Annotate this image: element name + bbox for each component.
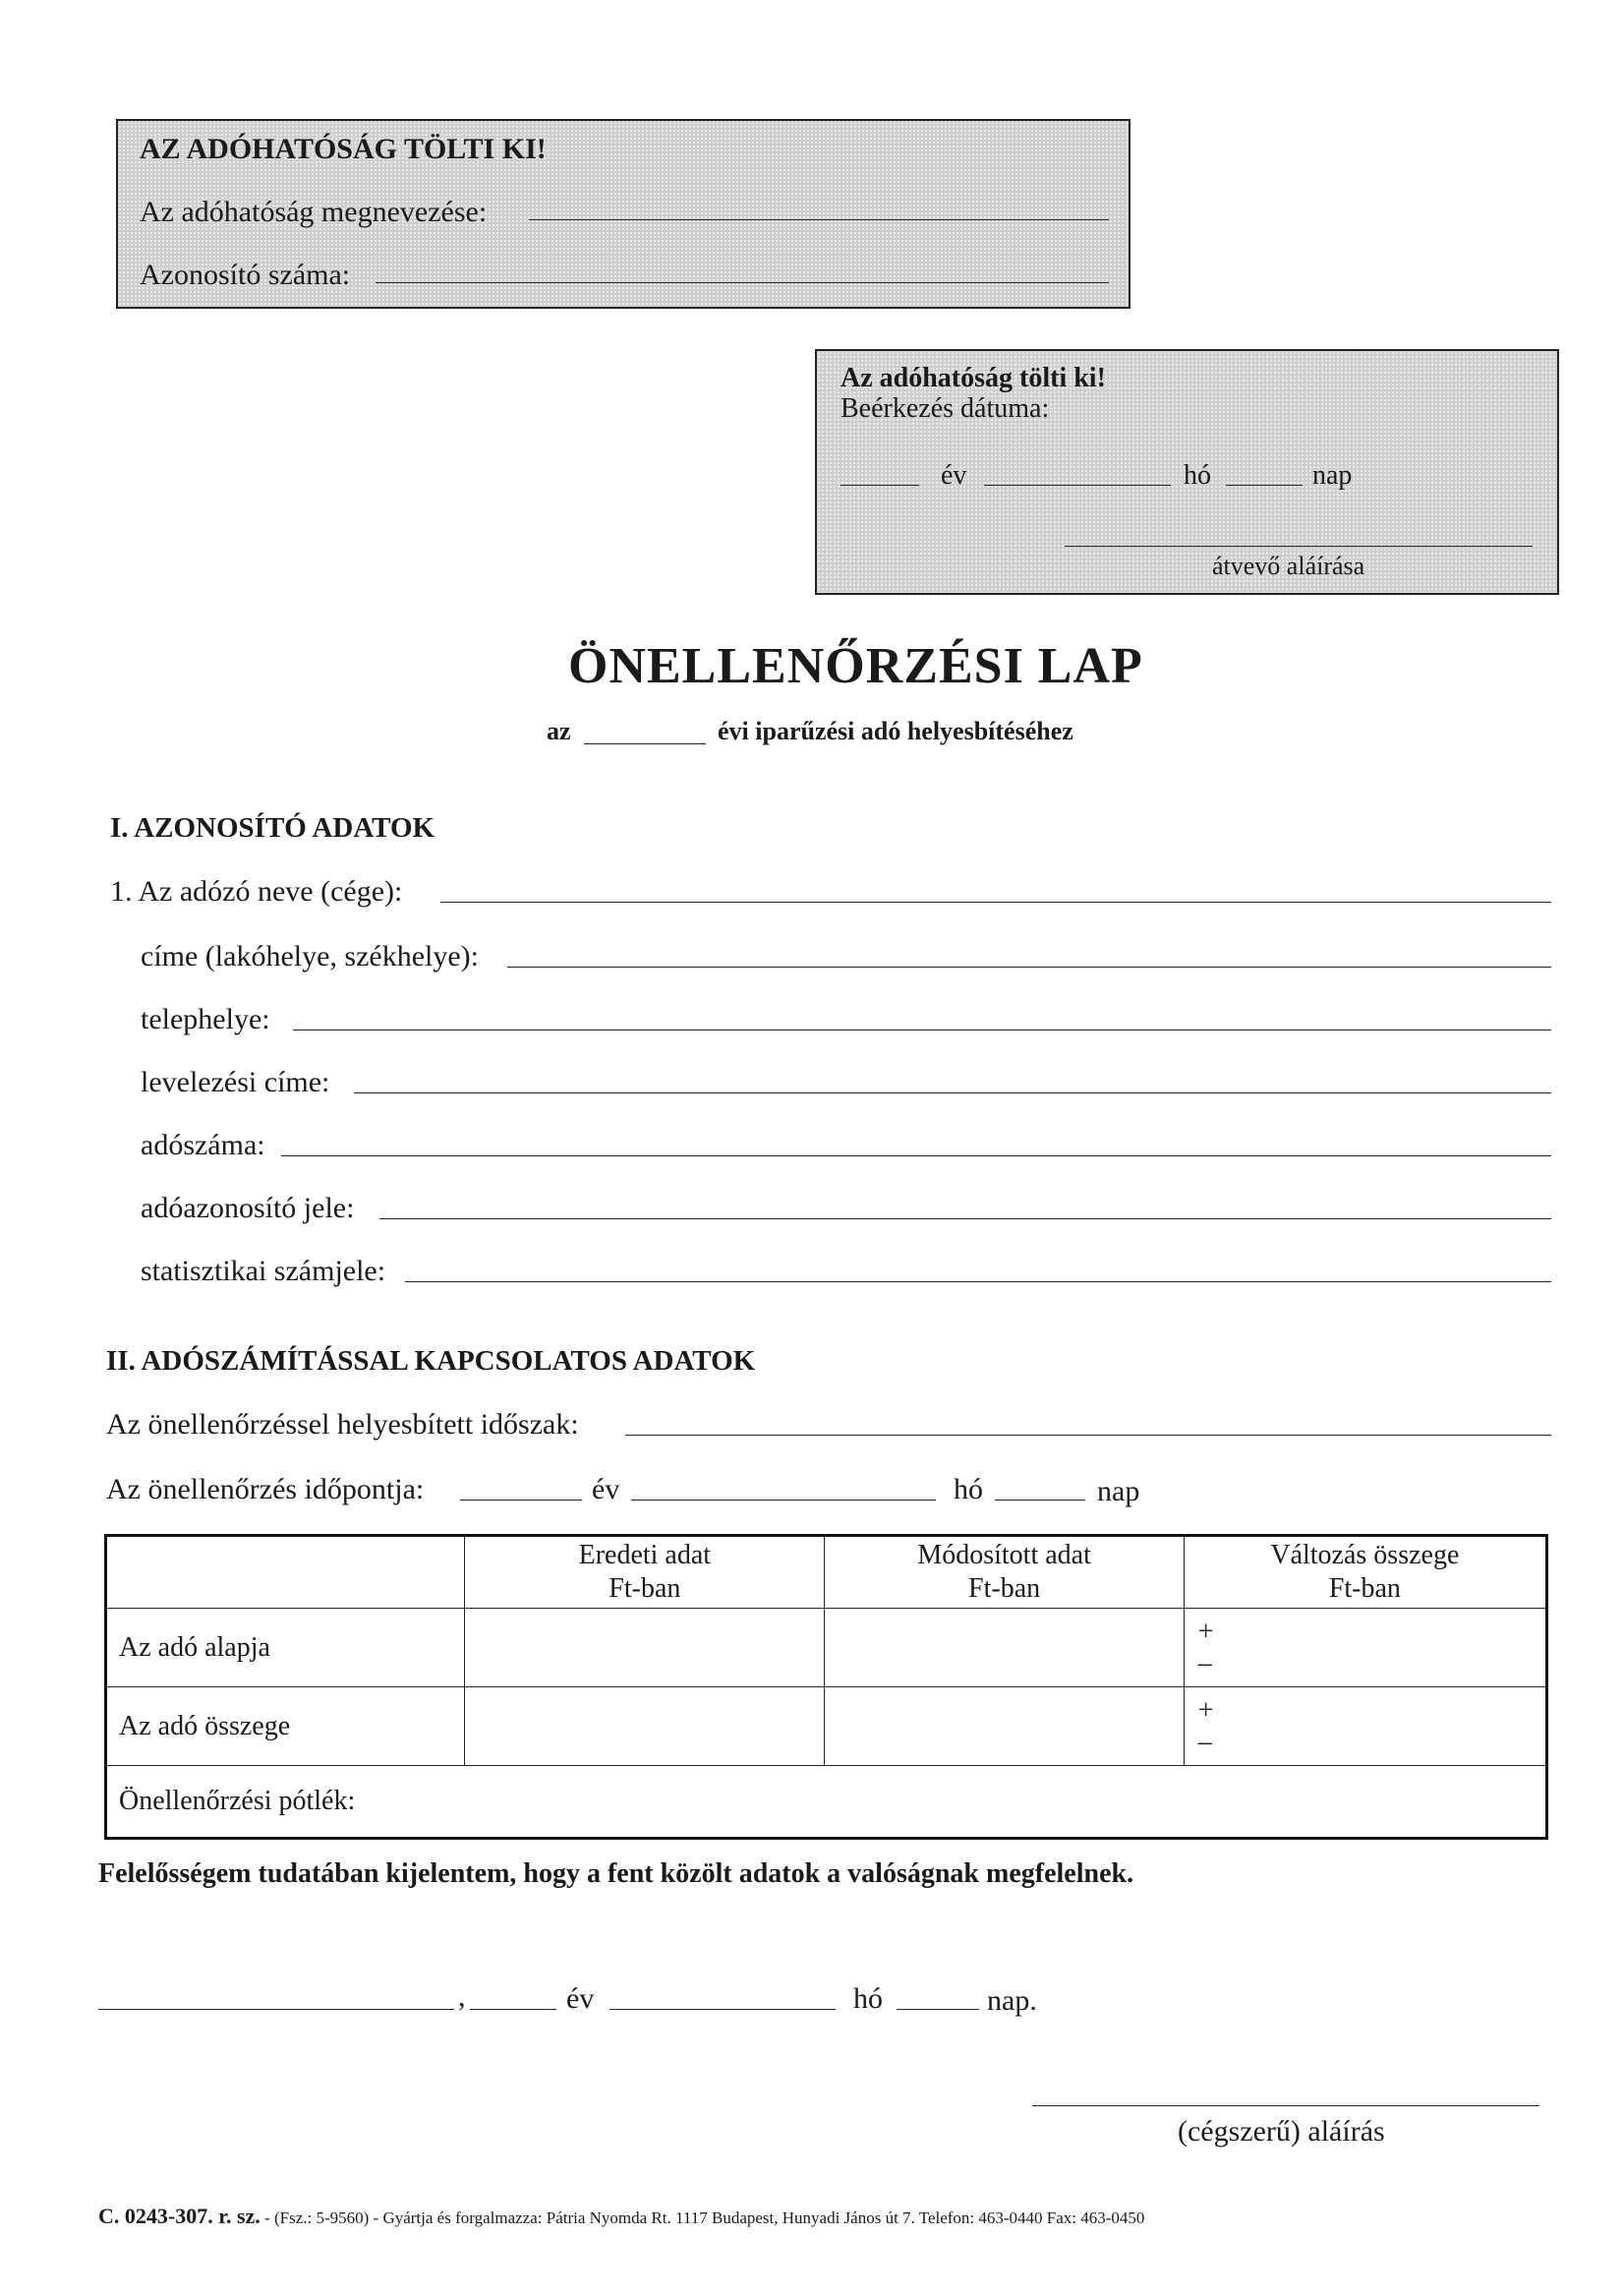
form-code: C. 0243-307. r. sz. xyxy=(98,2204,261,2228)
signing-month-label: hó xyxy=(853,1982,883,2015)
signing-month-field[interactable] xyxy=(609,2009,836,2010)
receiver-signature-label: átvevő aláírása xyxy=(1212,552,1365,580)
period-label: Az önellenőrzéssel helyesbített időszak: xyxy=(106,1408,579,1441)
receipt-year-field[interactable] xyxy=(840,485,919,486)
minus-sign: – xyxy=(1197,1727,1212,1757)
selfcheck-month-label: hó xyxy=(954,1473,983,1505)
authority-name-field[interactable] xyxy=(529,219,1109,220)
address-label: címe (lakóhelye, székhelye): xyxy=(141,940,480,972)
selfcheck-date-label: Az önellenőrzés időpontja: xyxy=(106,1473,425,1505)
subtitle-suffix: évi iparűzési adó helyesbítéséhez xyxy=(718,717,1073,745)
authority-box-title: AZ ADÓHATÓSÁG TÖLTI KI! xyxy=(140,133,547,165)
site-label: telephelye: xyxy=(141,1003,270,1035)
receipt-month-label: hó xyxy=(1184,460,1211,491)
selfcheck-year-field[interactable] xyxy=(460,1500,582,1501)
header-original-line1: Eredeti adat xyxy=(578,1540,712,1570)
header-change-line1: Változás összege xyxy=(1270,1540,1460,1570)
header-original-line2: Ft-ban xyxy=(609,1573,681,1604)
receipt-box-title: Az adóhatóság tölti ki! xyxy=(840,363,1106,393)
receipt-day-label: nap xyxy=(1312,460,1353,491)
receipt-year-label: év xyxy=(941,460,967,491)
period-field[interactable] xyxy=(625,1435,1551,1436)
penalty-row[interactable] xyxy=(106,1766,1547,1839)
header-change-line2: Ft-ban xyxy=(1328,1573,1401,1604)
section1-heading: I. AZONOSÍTÓ ADATOK xyxy=(110,812,435,844)
selfcheck-month-field[interactable] xyxy=(631,1500,936,1501)
signing-place-field[interactable] xyxy=(98,2009,454,2010)
table-row-tax-base xyxy=(106,1609,1547,1687)
signing-day-field[interactable] xyxy=(897,2009,979,2010)
header-modified-line2: Ft-ban xyxy=(968,1573,1041,1604)
minus-sign: – xyxy=(1197,1648,1212,1678)
declaration-text: Felelősségem tudatában kijelentem, hogy a fent közölt adatok a valóságnak megfelelnek. xyxy=(98,1858,1134,1889)
mailing-address-label: levelezési címe: xyxy=(141,1066,330,1098)
receipt-box xyxy=(815,349,1559,595)
print-footer xyxy=(98,2206,1144,2227)
signing-year-field[interactable] xyxy=(470,2009,556,2010)
stat-number-label: statisztikai számjele: xyxy=(141,1255,386,1287)
section2-heading: II. ADÓSZÁMÍTÁSSAL KAPCSOLATOS ADATOK xyxy=(106,1345,756,1377)
subtitle-prefix: az xyxy=(547,717,571,745)
tax-number-label: adószáma: xyxy=(141,1129,265,1161)
authority-id-field[interactable] xyxy=(376,282,1109,283)
plus-sign: + xyxy=(1197,1695,1214,1726)
tax-data-table xyxy=(104,1534,1548,1840)
cell-tax-base-original[interactable] xyxy=(465,1609,825,1687)
tax-id-label: adóazonosító jele: xyxy=(141,1192,355,1224)
authority-box xyxy=(116,119,1130,309)
signing-comma: , xyxy=(458,1980,466,2013)
stat-number-field[interactable] xyxy=(405,1281,1551,1282)
selfcheck-day-field[interactable] xyxy=(995,1500,1085,1501)
mailing-address-field[interactable] xyxy=(354,1092,1551,1093)
cell-tax-base-change[interactable] xyxy=(1184,1609,1546,1687)
receiver-signature-line[interactable] xyxy=(1065,546,1533,547)
table-row-penalty xyxy=(106,1766,1547,1839)
penalty-label: Önellenőrzési pótlék: xyxy=(119,1786,356,1816)
cell-tax-amount-change[interactable] xyxy=(1184,1687,1546,1766)
signing-year-label: év xyxy=(566,1982,595,2015)
selfcheck-day-label: nap xyxy=(1097,1475,1140,1507)
taxpayer-name-field[interactable] xyxy=(440,902,1551,903)
selfcheck-year-label: év xyxy=(592,1473,620,1505)
header-modified-line1: Módosított adat xyxy=(917,1540,1091,1570)
company-signature-line[interactable] xyxy=(1032,2105,1539,2106)
row-label-tax-base: Az adó alapja xyxy=(106,1609,465,1687)
cell-tax-base-modified[interactable] xyxy=(825,1609,1184,1687)
signing-day-label: nap. xyxy=(987,1984,1037,2017)
table-row-tax-amount xyxy=(106,1687,1547,1766)
header-modified xyxy=(825,1536,1184,1609)
authority-id-label: Azonosító száma: xyxy=(140,259,351,291)
taxpayer-name-label: 1. Az adózó neve (cége): xyxy=(110,875,403,908)
table-corner-cell xyxy=(106,1536,465,1609)
receipt-date-label: Beérkezés dátuma: xyxy=(840,393,1050,424)
authority-name-label: Az adóhatóság megnevezése: xyxy=(140,196,488,228)
document-title: ÖNELLENŐRZÉSI LAP xyxy=(568,638,1143,694)
header-original xyxy=(465,1536,825,1609)
plus-sign: + xyxy=(1197,1617,1214,1647)
printer-info: - (Fsz.: 5-9560) - Gyártja és forgalmazza: Pátria Nyomda Rt. 1117 Budapest, Hunyadi János út 7. Telefon: 463-0440 Fax: 463-0450 xyxy=(264,2208,1145,2227)
address-field[interactable] xyxy=(507,967,1551,968)
cell-tax-amount-original[interactable] xyxy=(465,1687,825,1766)
receipt-month-field[interactable] xyxy=(984,485,1171,486)
header-change xyxy=(1184,1536,1546,1609)
row-label-tax-amount: Az adó összege xyxy=(106,1687,465,1766)
cell-tax-amount-modified[interactable] xyxy=(825,1687,1184,1766)
tax-number-field[interactable] xyxy=(281,1155,1551,1156)
company-signature-label: (cégszerű) aláírás xyxy=(1178,2115,1385,2148)
receipt-day-field[interactable] xyxy=(1226,485,1303,486)
subtitle-year-field[interactable] xyxy=(584,743,706,744)
tax-id-field[interactable] xyxy=(379,1218,1551,1219)
